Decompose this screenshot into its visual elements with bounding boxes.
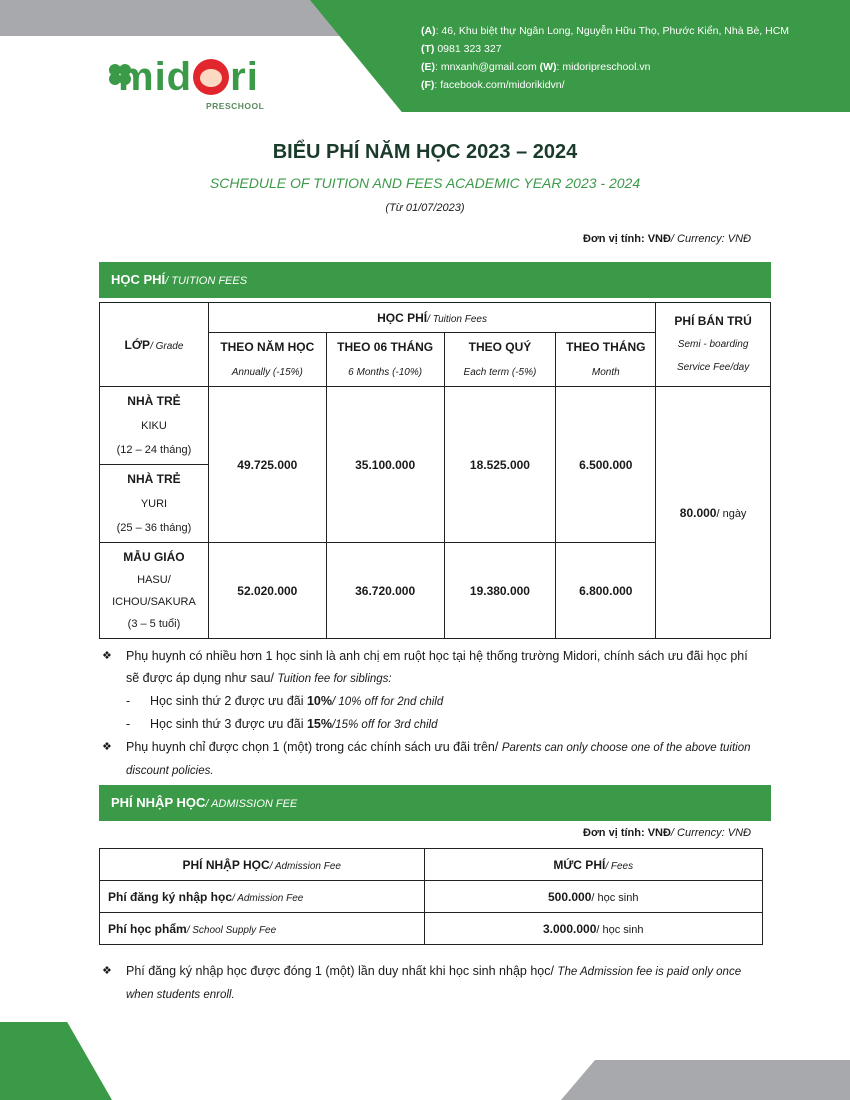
admission-header-item: PHÍ NHẬP HỌC/ Admission Fee: [100, 849, 425, 881]
logo-word: mid ri: [118, 55, 259, 99]
single-policy-note: ❖ Phụ huynh chỉ được chọn 1 (một) trong các chính sách ưu đãi trên/ Parents can only choose one of the above tuition discount policies.: [100, 736, 760, 782]
supply-fee-label: Phí học phẩm/ School Supply Fee: [100, 913, 425, 945]
diamond-bullet-icon: ❖: [102, 650, 112, 662]
semi-boarding-header: PHÍ BÁN TRÚ Semi - boarding Service Fee/day: [656, 303, 771, 387]
supply-fee-amount: 3.000.000/ học sinh: [424, 913, 763, 945]
registration-fee-amount: 500.000/ học sinh: [424, 881, 763, 913]
plan-6-months: THEO 06 THÁNG 6 Months (-10%): [326, 333, 444, 387]
fee-kindergarten-annual: 52.020.000: [208, 543, 326, 639]
registration-fee-label: Phí đăng ký nhập học/ Admission Fee: [100, 881, 425, 913]
plan-annual: THEO NĂM HỌC Annually (-15%): [208, 333, 326, 387]
contact-address: (A): 46, Khu biệt thự Ngân Long, Nguyễn Hữu Thọ, Phước Kiển, Nhà Bè, HCM: [421, 25, 790, 37]
admission-once-note: ❖ Phí đăng ký nhập học được đóng 1 (một) lần duy nhất khi học sinh nhập học/ The Admission fee is paid only once when students enroll.: [100, 960, 760, 1006]
midori-logo: [106, 55, 276, 117]
currency-unit: Đơn vị tính: VNĐ/ Currency: VNĐ: [583, 233, 751, 245]
diamond-bullet-icon: ❖: [102, 965, 112, 977]
fee-nursery-month: 6.500.000: [556, 387, 656, 543]
tuition-section-header: HỌC PHÍ/ TUITION FEES: [99, 262, 771, 298]
fee-kindergarten-6-months: 36.720.000: [326, 543, 444, 639]
contact-facebook: (F): facebook.com/midorikidvn/: [421, 79, 565, 91]
contact-email: (E): mnxanh@gmail.com (W): midoripreschool.vn: [421, 61, 651, 73]
admission-table: [99, 848, 763, 945]
fee-nursery-term: 18.525.000: [444, 387, 556, 543]
currency-unit-admission: Đơn vị tính: VNĐ/ Currency: VNĐ: [583, 827, 751, 839]
admission-notes: [100, 960, 760, 1006]
class-kiku: NHÀ TRẺ KIKU (12 – 24 tháng): [100, 387, 209, 465]
plan-month: THEO THÁNG Month: [556, 333, 656, 387]
class-kindergarten: MẪU GIÁO HASU/ ICHOU/SAKURA (3 – 5 tuổi): [100, 543, 209, 639]
contact-block: [421, 22, 789, 94]
fee-kindergarten-month: 6.800.000: [556, 543, 656, 639]
diamond-bullet-icon: ❖: [102, 741, 112, 753]
third-child-discount: - Học sinh thứ 3 được ưu đãi 15%/15% off for 3rd child: [126, 717, 438, 731]
logo-face-icon: [193, 59, 229, 95]
admission-section-header: PHÍ NHẬP HỌC/ ADMISSION FEE: [99, 785, 771, 821]
plan-term: THEO QUÝ Each term (-5%): [444, 333, 556, 387]
class-header: LỚP/ Grade: [100, 303, 209, 387]
effective-date: (Từ 01/07/2023): [385, 202, 465, 214]
page-title: BIỂU PHÍ NĂM HỌC 2023 – 2024: [272, 141, 578, 163]
admission-header-fee: MỨC PHÍ/ Fees: [424, 849, 763, 881]
contact-phone: (T) 0981 323 327: [421, 43, 502, 55]
second-child-discount: - Học sinh thứ 2 được ưu đãi 10%/ 10% off for 2nd child: [126, 694, 444, 708]
fee-nursery-6-months: 35.100.000: [326, 387, 444, 543]
page-subtitle: SCHEDULE OF TUITION AND FEES ACADEMIC YEAR 2023 - 2024: [209, 175, 641, 191]
fee-kindergarten-term: 19.380.000: [444, 543, 556, 639]
fee-nursery-annual: 49.725.000: [208, 387, 326, 543]
logo-subtitle: PRESCHOOL: [206, 101, 265, 111]
sibling-discount-note: ❖ Phụ huynh có nhiều hơn 1 học sinh là anh chị em ruột học tại hệ thống trường Midori, chính sách ưu đãi học phí sẽ được áp dụng như sau/ Tuition fee for siblings:: [100, 645, 760, 690]
class-yuri: NHÀ TRẺ YURI (25 – 36 tháng): [100, 465, 209, 543]
fee-header: HỌC PHÍ/ Tuition Fees: [208, 303, 655, 333]
tuition-notes: [100, 645, 760, 782]
footer-gray-band: [0, 1060, 850, 1100]
semi-boarding-fee: 80.000/ ngày: [656, 387, 771, 639]
tuition-table: [99, 302, 771, 639]
footer-green-band: [0, 1022, 560, 1100]
